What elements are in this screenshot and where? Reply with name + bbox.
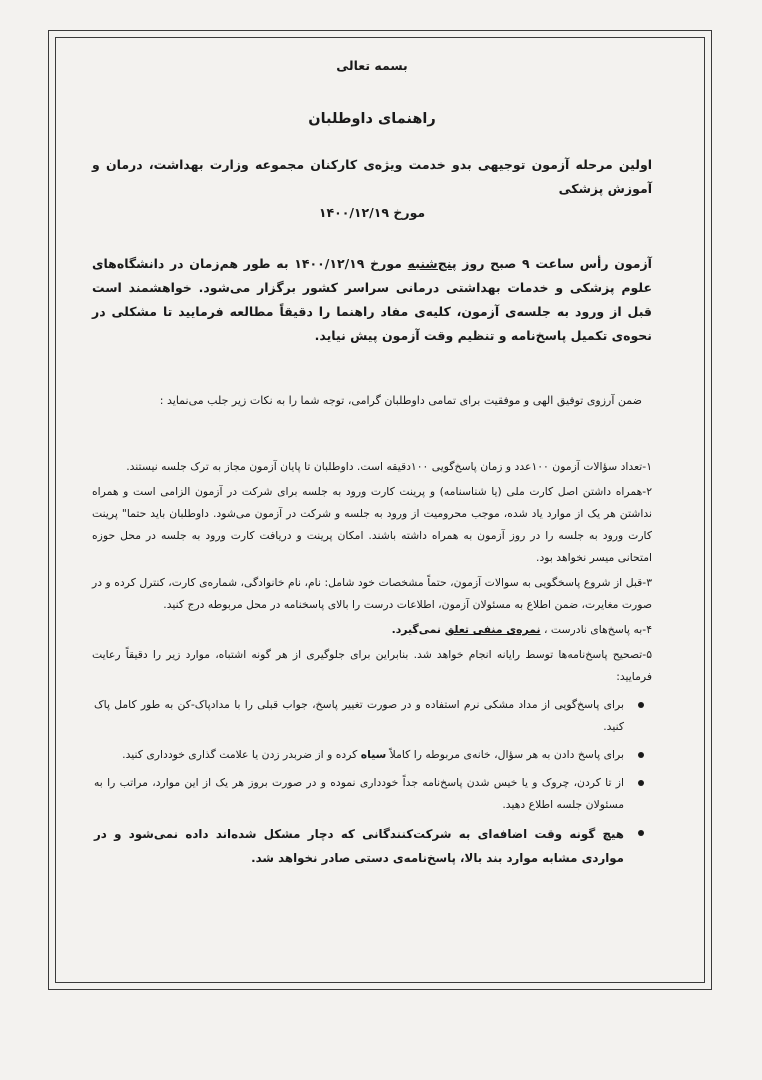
rule-item-4-prefix: ۴-به پاسخ‌های نادرست ،	[540, 623, 652, 636]
exam-schedule-paragraph	[92, 252, 652, 348]
bullet-2-part2: کرده و از ضربدر زدن یا علامت گذاری خودداری کنید.	[122, 748, 361, 761]
bullet-2-part1: برای پاسخ دادن به هر سؤال، خانه‌ی مربوطه را کاملاً	[386, 748, 624, 761]
page-title: راهنمای داوطلبان	[308, 111, 436, 127]
rule-item-4	[92, 619, 652, 641]
bullet-item-4: هیچ گونه وقت اضافه‌ای به شرکت‌کنندگانی که دچار مشکل شده‌اند داده نمی‌شود و در مواردی مشابه موارد بند بالا، پاسخ‌نامه‌ی دستی صادر نخواهد شد.	[92, 822, 624, 870]
rule-item-1: ۱-تعداد سؤالات آزمون ۱۰۰عدد و زمان پاسخ‌گویی ۱۰۰دقیقه است. داوطلبان تا پایان آزمون مجاز به ترک جلسه نیستند.	[126, 460, 652, 473]
schedule-day-underlined: پنج‌شنبه	[407, 256, 457, 271]
exam-date: مورخ ۱۴۰۰/۱۲/۱۹	[318, 205, 426, 220]
bullet-item-2	[92, 744, 624, 766]
intro-line: ضمن آرزوی توفیق الهی و موفقیت برای تمامی داوطلبان گرامی، توجه شما را به نکات زیر جلب می‌نماید :	[159, 394, 642, 407]
schedule-text-part2: مورخ ۱۴۰۰/۱۲/۱۹ به طور هم‌زمان در دانشگاه‌های علوم پزشکی و خدمات بهداشتی درمانی سراسر کشور برگزار می‌شود. خواهشمند است قبل از ورود به جلسه‌ی آزمون، کلیه‌ی مفاد راهنما را دقیقاً مطالعه فرمایید تا مشکلی در نحوه‌ی تکمیل پاسخ‌نامه و تنظیم وقت آزمون پیش نیاید.	[92, 256, 652, 343]
schedule-text-part1: آزمون رأس ساعت ۹ صبح روز	[456, 256, 652, 271]
rule-item-5: ۵-تصحیح پاسخ‌نامه‌ها توسط رایانه انجام خواهد شد. بنابراین برای جلوگیری از هر گونه اشتباه، موارد زیر را دقیقاً رعایت فرمایید:	[92, 648, 652, 683]
exam-subtitle: اولین مرحله آزمون توجیهی بدو خدمت ویژه‌ی کارکنان مجموعه وزارت بهداشت، درمان و آموزش پزشکی	[92, 157, 652, 196]
answer-sheet-bullet-list	[92, 694, 652, 870]
basmala-heading: بسمه تعالی	[336, 58, 408, 73]
rule-item-4-suffix: نمی‌گیرد.	[391, 623, 445, 636]
rule-item-2: ۲-همراه داشتن اصل کارت ملی (یا شناسنامه) و پرینت کارت ورود به جلسه برای شرکت در آزمون الزامی است و همراه نداشتن هر یک از موارد یاد شده، موجب محرومیت از ورود به جلسه و شرکت در آزمون می‌شود. داوطلبان باید حتما" پرینت کارت ورود به جلسه را در روز آزمون به همراه داشته باشند. امکان پرینت و دریافت کارت ورود به جلسه در محل حوزه امتحانی میسر نخواهد بود.	[92, 485, 652, 564]
bullet-2-bold: سیاه	[360, 748, 387, 761]
document-body	[92, 58, 652, 876]
bullet-item-3: از تا کردن، چروک و یا خیس شدن پاسخ‌نامه جداً خودداری نموده و در صورت بروز هر یک از این موارد، مراتب را به مسئولان جلسه اطلاع دهید.	[92, 772, 624, 816]
bullet-item-1: برای پاسخ‌گویی از مداد مشکی نرم استفاده و در صورت تغییر پاسخ، جواب قبلی را با مدادپاک-کن به طور کامل پاک کنید.	[92, 694, 624, 738]
rule-item-3: ۳-قبل از شروع پاسخگویی به سوالات آزمون، حتماً مشخصات خود شامل: نام، نام خانوادگی، شماره‌ی کارت، کنترل کرده و در صورت مغایرت، ضمن اطلاع به مسئولان آزمون، اطلاعات درست را بالای پاسخنامه در محل مربوطه درج کنید.	[92, 576, 652, 611]
rule-item-4-underlined: نمره‌ی منفی تعلق	[444, 623, 541, 636]
